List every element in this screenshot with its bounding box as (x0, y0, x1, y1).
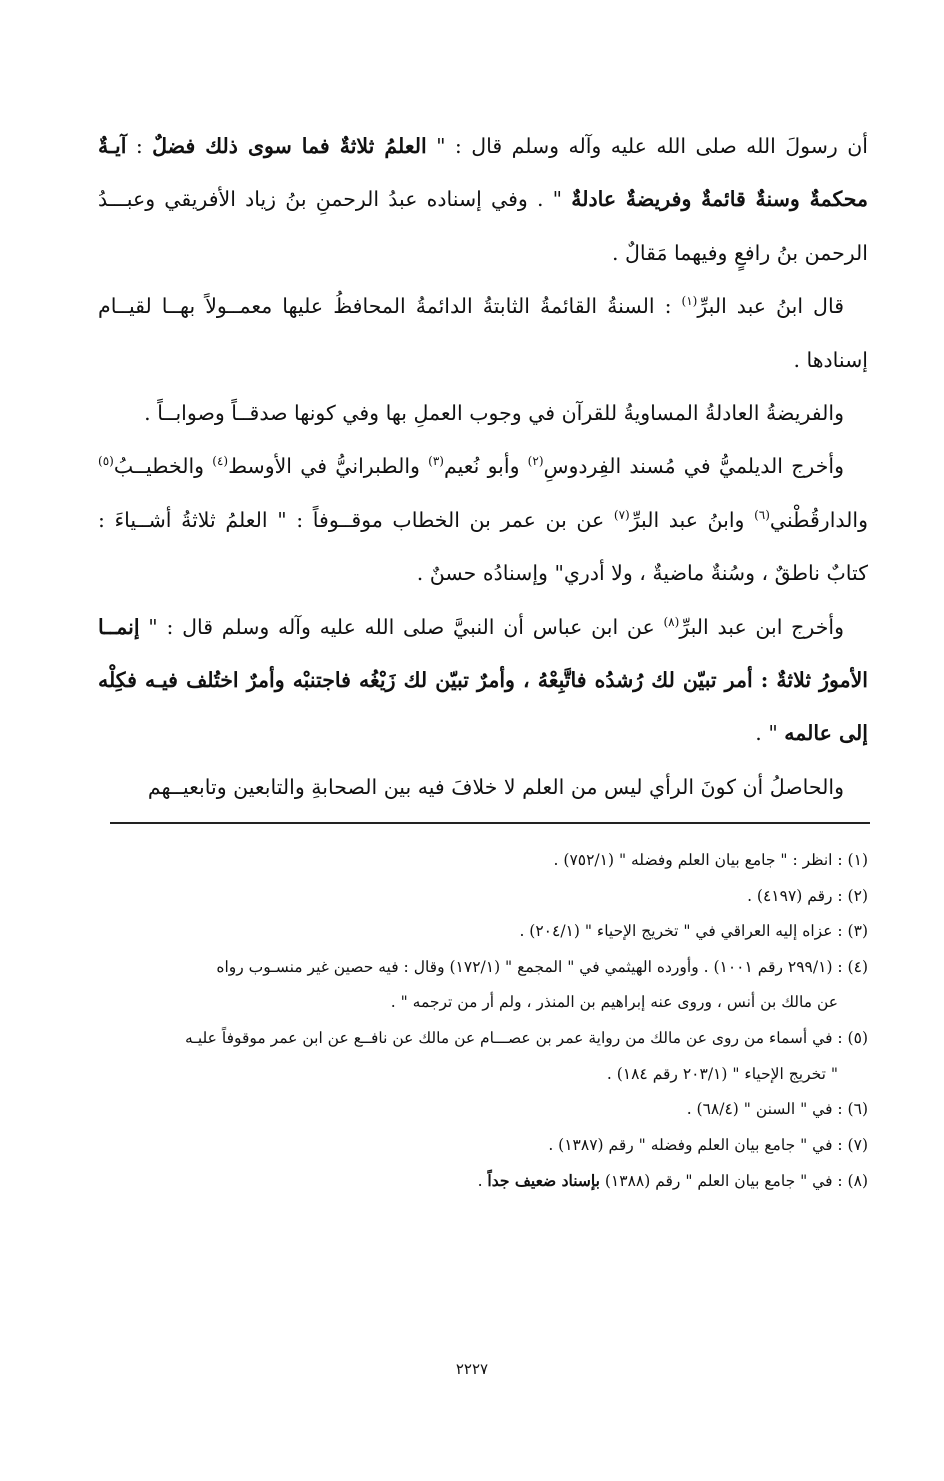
footnote-ref-8[interactable]: (٨) (663, 614, 680, 629)
footnote-4-continued: عن مالك بن أنس ، وروى عنه إبراهيم بن المنذر ، ولم أر من ترجمه " . (390, 993, 838, 1012)
footnote-5: (٥) : في أسماء من روى عن مالك من رواية عمر بن عصـــام عن مالك عن نافــع عن ابن عمر موقوفاً عليـه (185, 1028, 868, 1047)
text-span: " . وفي إسناده عبدُ الرحمنِ بنُ زياد الأفريقي وعبـــدُ الرحمن بنُ رافعٍ وفيهما مَقالٌ . (98, 187, 868, 265)
paragraph-5 (98, 601, 868, 761)
footnote-7: (٧) : في " جامع بيان العلم وفضله " رقم (١٣٨٧) . (548, 1135, 868, 1154)
text-span: (٨) : في " جامع بيان العلم " رقم (١٣٨٨) (599, 1172, 868, 1191)
footnote-ref-3[interactable]: (٣) (428, 454, 444, 469)
footnote-ref-6[interactable]: (٦) (754, 508, 770, 523)
text-span: : السنةُ القائمةُ الثابتةُ الدائمةُ المحافظُ عليها معمــولاً بهــا لقيــام إسنادها . (98, 294, 868, 372)
footnote-ref-1[interactable]: (١) (681, 294, 698, 309)
page-number: ٢٢٢٧ (455, 1360, 489, 1378)
footnote-separator (110, 822, 870, 824)
text-span: وأبو نُعيم (443, 454, 528, 479)
text-span: وأخرج الديلميُّ في مُسند الفِردوسِ (543, 454, 844, 479)
grading-bold: بإسناد ضعيف جداً (487, 1171, 600, 1191)
text-span: " . (755, 721, 785, 746)
paragraph-2 (98, 280, 868, 387)
hadith-bold: إنمــا الأمورُ ثلاثةٌ : أمر تبيّن لك رُشدُه فاتَّبِعْهُ ، وأمرٌ تبيّن لك زَيْغُه فاجتنبْه وأمرٌ اختُلف فيـه فكِلْه إلى عالمه (98, 614, 868, 746)
text-span: والدارقُطْني (769, 507, 868, 532)
paragraph-3: والفريضةُ العادلةُ المساويةُ للقرآن في وجوب العملِ بها وفي كونها صدقــاً وصوابــاً . (144, 401, 844, 426)
footnote-8 (98, 1163, 868, 1200)
footnote-ref-7[interactable]: (٧) (613, 508, 630, 523)
text-span: . (477, 1172, 488, 1191)
text-span: عن ابن عباس أن النبيَّ صلى الله عليه وآله وسلم قال : " (139, 614, 664, 639)
text-span: : (126, 134, 153, 158)
footnote-ref-5[interactable]: (٥) (98, 454, 114, 469)
text-span: والطبرانيُّ في الأوسط (228, 454, 429, 479)
footnote-1: (١) : انظر : " جامع بيان العلم وفضله " (٧٥٢/١) . (553, 851, 868, 869)
text-span: قال ابنُ عبد البرِّ (697, 294, 844, 319)
main-text (98, 120, 868, 814)
text-span: عن بن عمر بن الخطاب موقــوفاً : " العلمُ ثلاثةُ أشــياءَ : كتابٌ ناطقٌ ، وسُنةٌ ماضيةٌ ، ولا أدري" وإسنادُه حسنٌ . (98, 507, 868, 586)
footnote-6: (٦) : في " السنن " (٦٨/٤) . (686, 1100, 868, 1119)
footnotes (98, 843, 868, 1200)
footnote-5-continued: " تخريج الإحياء " (٢٠٣/١ رقم ١٨٤) . (606, 1064, 838, 1083)
text-span: وابنُ عبد البرِّ (629, 507, 755, 532)
text-span: أن رسولَ الله صلى الله عليه وآله وسلم قال : " (426, 134, 868, 158)
footnote-ref-4[interactable]: (٤) (212, 454, 229, 469)
footnote-ref-2[interactable]: (٢) (527, 454, 544, 469)
paragraph-1 (98, 120, 868, 280)
paragraph-4 (98, 440, 868, 600)
paragraph-6: والحاصلُ أن كونَ الرأي ليس من العلم لا خلافَ فيه بين الصحابةِ والتابعين وتابعيــهم (147, 774, 844, 799)
text-span: والخطيــبُ (113, 454, 213, 479)
footnote-4: (٤) : (٢٩٩/١ رقم ١٠٠١) . وأورده الهيثمي في " المجمع " (١٧٢/١) وقال : فيه حصين غير منسـوب رواه (216, 957, 868, 976)
footnote-2: (٢) : رقم (٤١٩٧) . (747, 886, 868, 905)
text-span: وأخرج ابن عبد البرِّ (679, 614, 844, 639)
footnote-3: (٣) : عزاه إليه العراقي في " تخريج الإحياء " (٢٠٤/١) . (519, 922, 868, 941)
hadith-bold: آيـةٌ محكمةٌ وسنةٌ قائمةٌ وفريضةٌ عادلةٌ (98, 134, 868, 212)
hadith-bold: العلمُ ثلاثةٌ فما سوى ذلك فضلٌ (152, 134, 427, 158)
